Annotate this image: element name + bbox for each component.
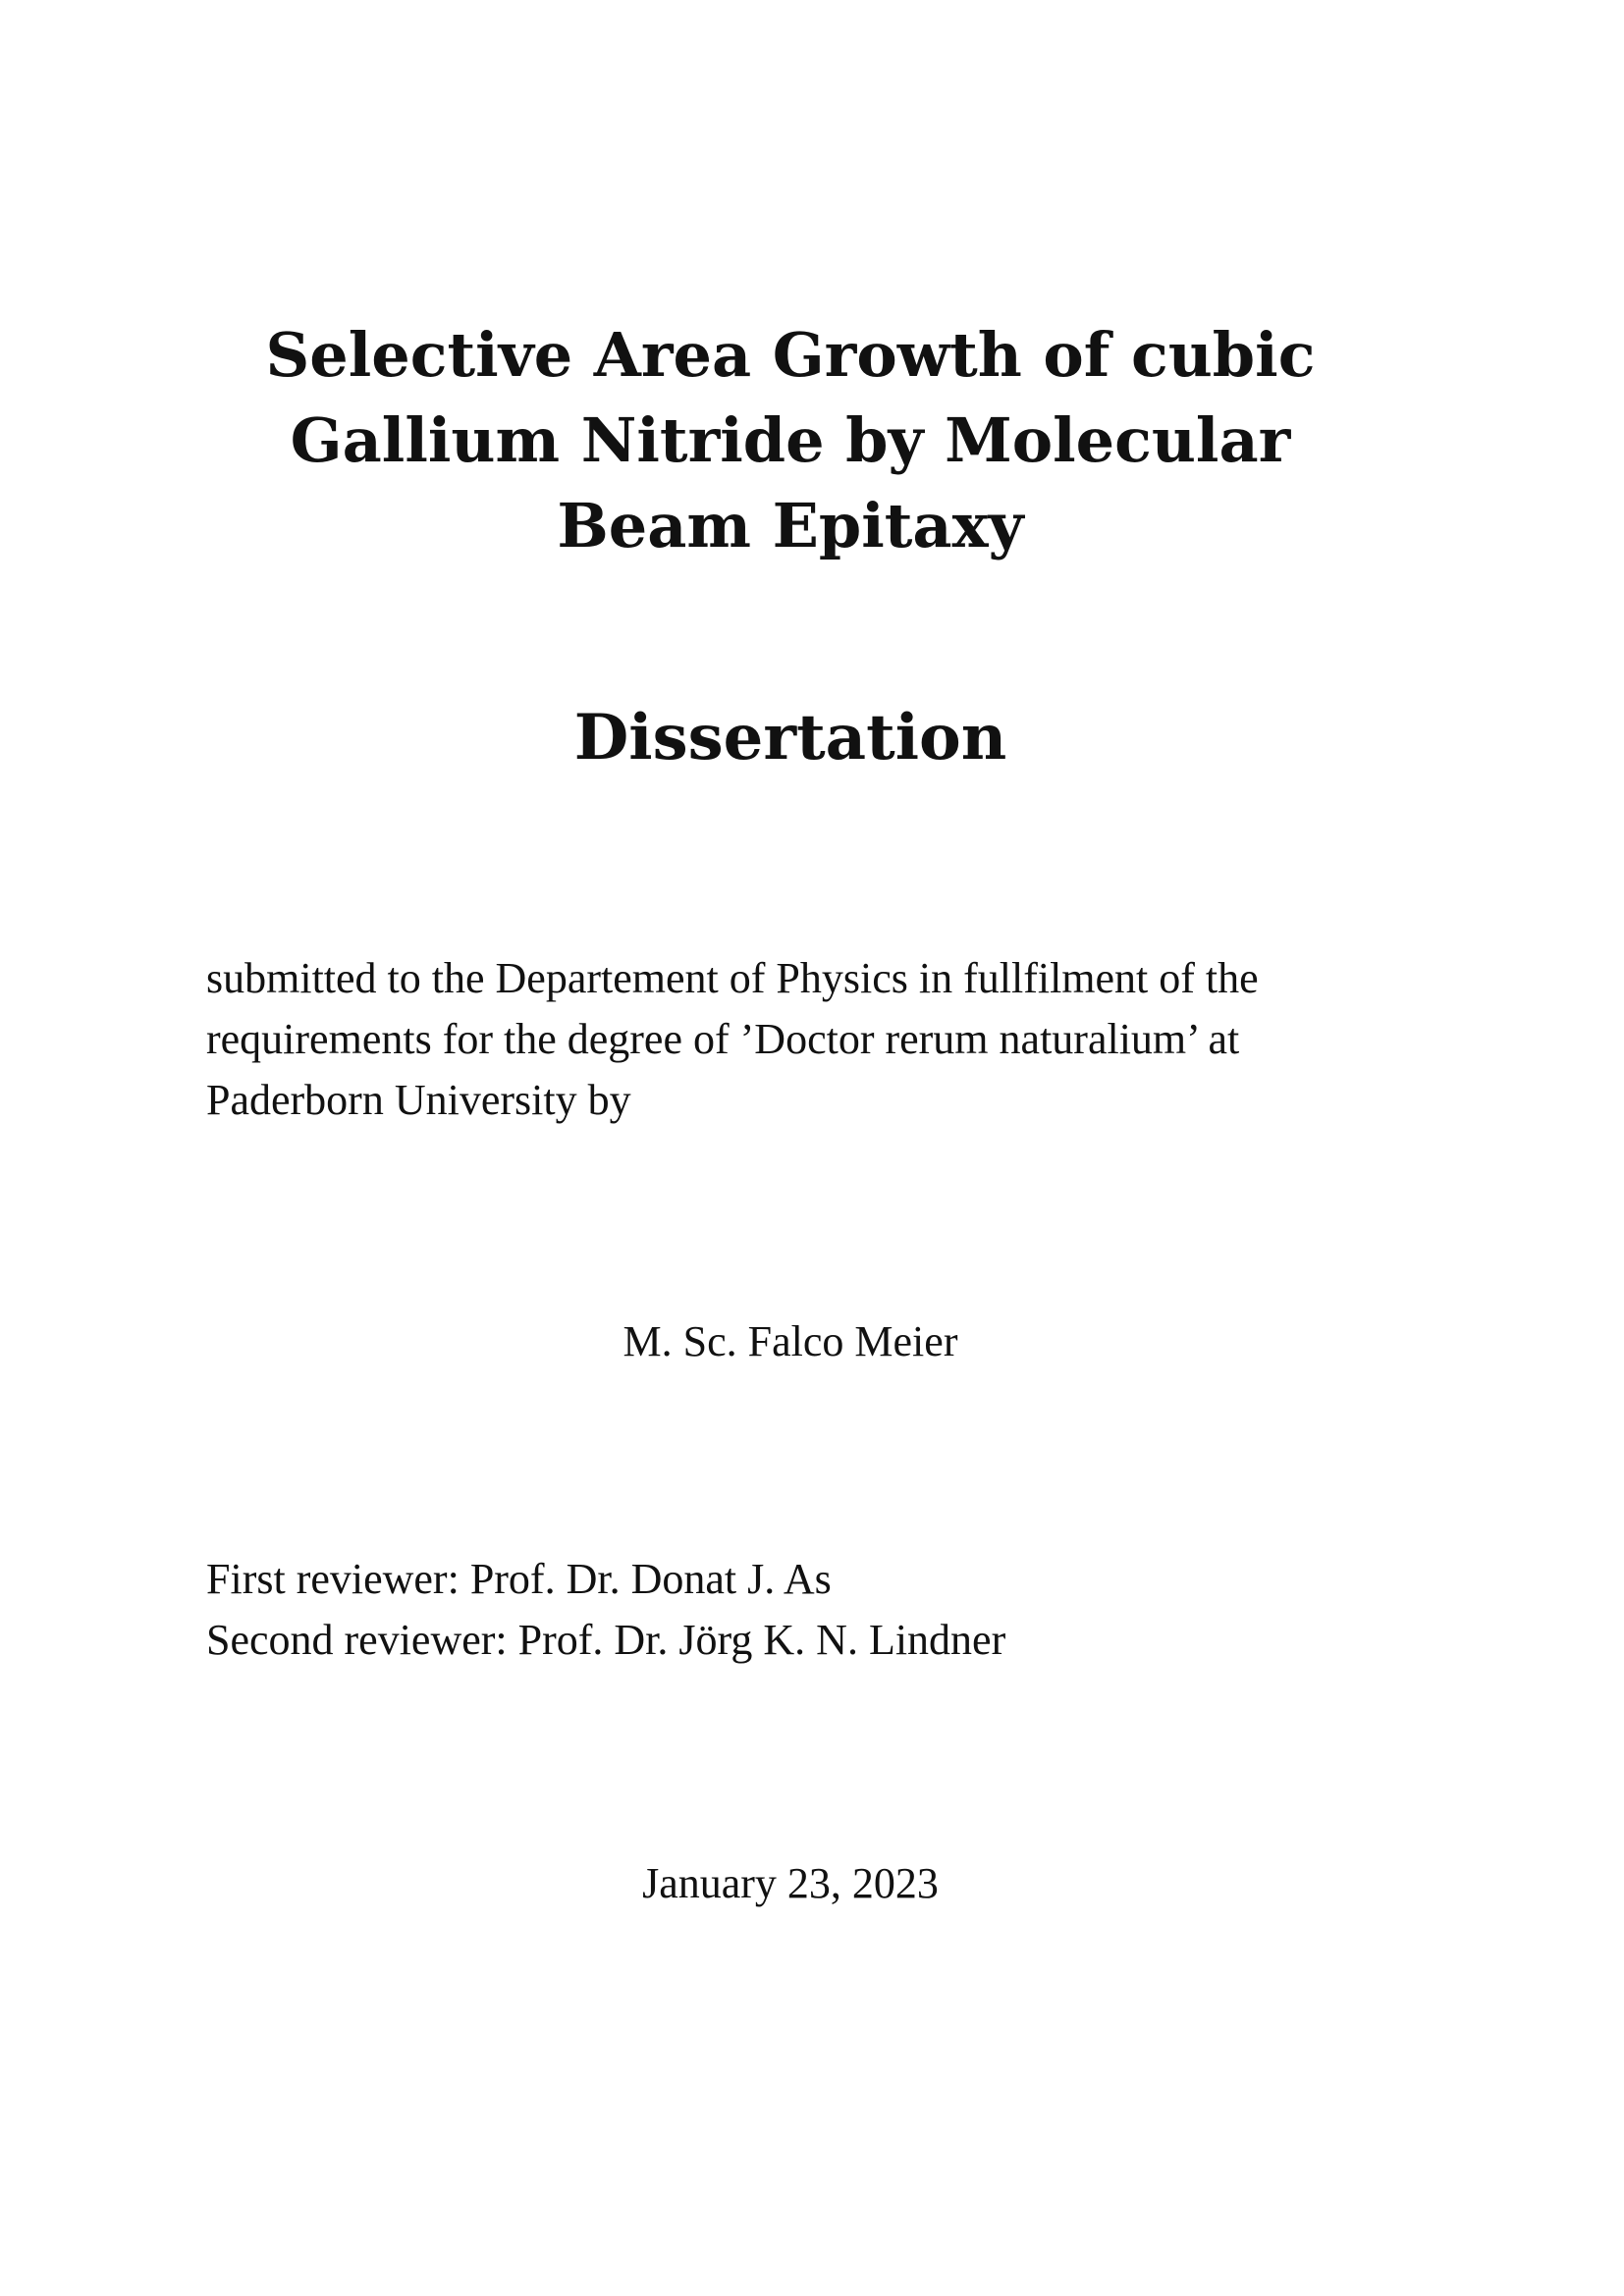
first-reviewer: First reviewer: Prof. Dr. Donat J. As <box>206 1555 832 1603</box>
title-line-2: Gallium Nitride by Molecular <box>290 404 1291 476</box>
submission-line-1: submitted to the Departement of Physics in fullfilment of the <box>206 954 1259 1002</box>
dissertation-title <box>206 312 1375 568</box>
submission-line-3: Paderborn University by <box>206 1076 631 1124</box>
second-reviewer: Second reviewer: Prof. Dr. Jörg K. N. Lindner <box>206 1616 1006 1664</box>
submission-date: January 23, 2023 <box>642 1859 939 1907</box>
submission-line-2: requirements for the degree of ’Doctor rerum naturalium’ at <box>206 1015 1240 1063</box>
submission-statement <box>206 948 1414 1131</box>
author-name: M. Sc. Falco Meier <box>623 1317 958 1365</box>
document-type-heading: Dissertation <box>573 701 1007 774</box>
title-line-3: Beam Epitaxy <box>557 490 1024 561</box>
reviewer-list <box>206 1549 1414 1671</box>
title-line-1: Selective Area Growth of cubic <box>265 319 1316 391</box>
